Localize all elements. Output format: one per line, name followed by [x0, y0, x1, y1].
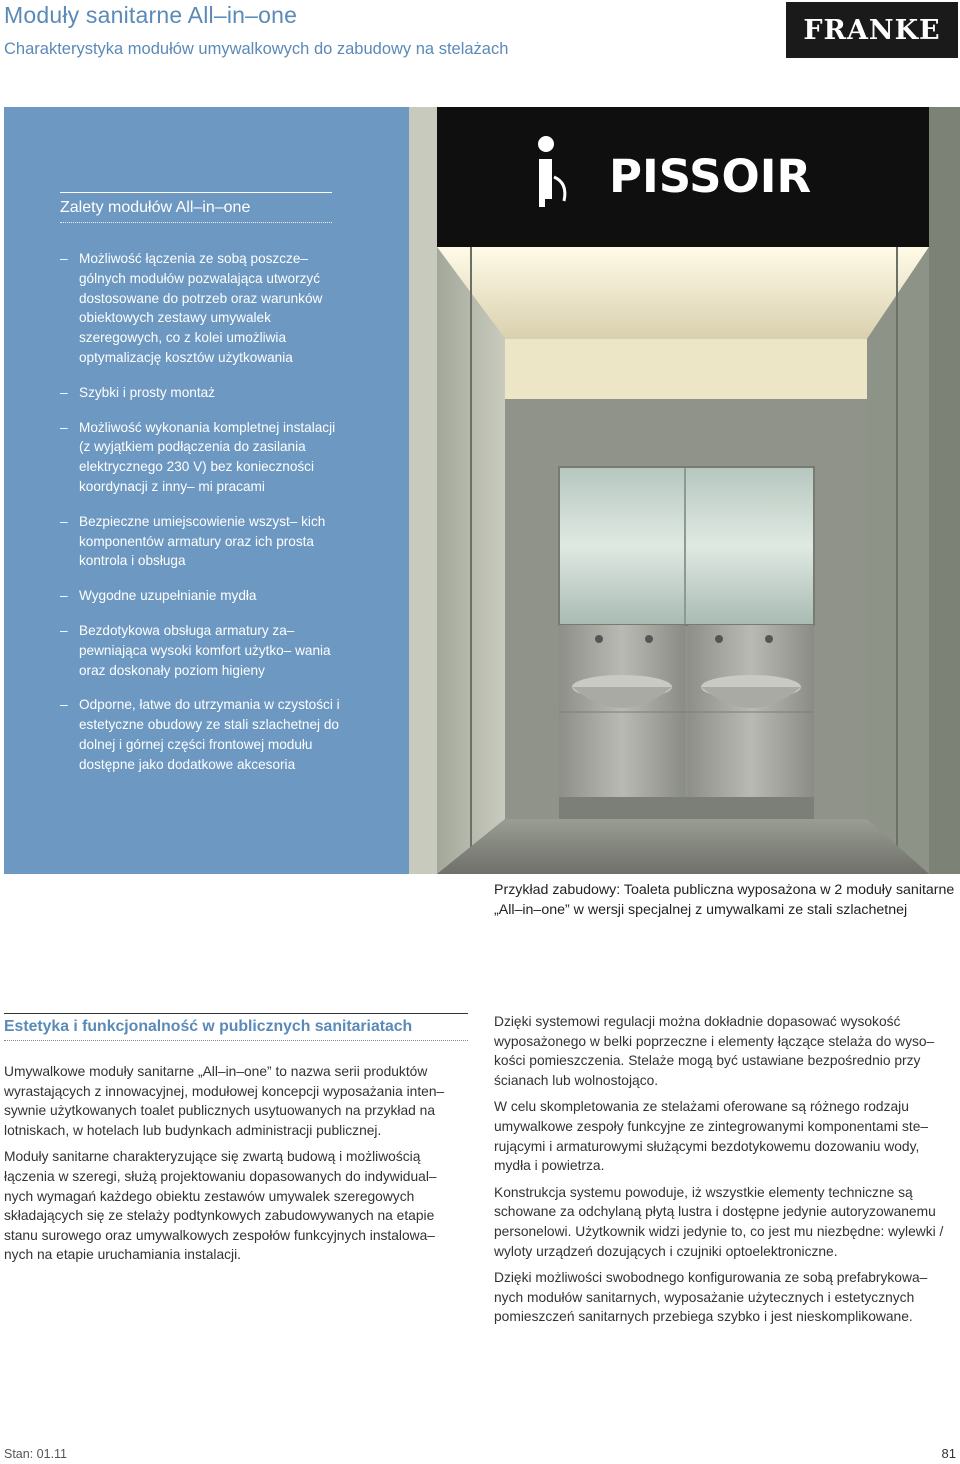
franke-logo [786, 2, 958, 58]
advantages-panel [4, 107, 409, 874]
paragraph: Dzięki możliwości swobodnego konfigurowania ze sobą prefabrykowa– nych modułów sanitarnych, wyposażanie użytecznych i estetycznych pomieszczeń sanitarnych przebiega szybko i jest nieskomplikowane. [494, 1270, 928, 1325]
page-title: Moduły sanitarne All–in–one [4, 2, 298, 28]
photo-caption: Przykład zabudowy: Toaleta publiczna wyposażona w 2 moduły sanitarne „All–in–one” w wersji specjalnej z umywalkami ze stali szlachetnej [494, 882, 955, 918]
dash-bullet: – [60, 419, 68, 435]
dash-bullet: – [60, 622, 68, 638]
advantage-item: – Możliwość łączenia ze sobą poszcze– gólnych modułów pozwalająca utworzyć dostosowane do potrzeb oraz warunków obiektowych zestawy umywalek szeregowych, co z kolei umożliwia optymalizację kosztów użytkowania [60, 251, 323, 365]
section-divider-dotted [4, 1040, 468, 1041]
advantage-item: – Bezpieczne umiejscowienie wszyst– kich komponentów armatury oraz ich prosta kontrola i obsługa [60, 513, 326, 569]
paragraph: Dzięki systemowi regulacji można dokładnie dopasować wysokość wyposażonego w belki poprzeczne i elementy łączące stelaża do wyso– kości pomieszczenia. Stelaże mogą być ustawiane bezpośrednio przy ścianach lub wolnostojąco. [494, 1014, 935, 1088]
panel-divider-top [60, 192, 332, 193]
paragraph: Umywalkowe moduły sanitarne „All–in–one” to nazwa serii produktów wyrastających z innowacyjnej, modułowej koncepcji wyposażania inten– sywnie użytkowanych toalet publicznych usytuowanych na przykład na lotniskach, w hotelach lub budynkach administracji publicznej. [4, 1064, 445, 1138]
advantage-item: – Odporne, łatwe do utrzymania w czystości i estetyczne obudowy ze stali szlachetnej do dolnej i górnej części frontowej modułu dostępne jako dodatkowe akcesoria [60, 697, 340, 772]
advantage-item: – Wygodne uzupełnianie mydła [60, 586, 350, 606]
dash-bullet: – [60, 384, 68, 400]
dash-bullet: – [60, 697, 68, 713]
right-column [494, 1012, 958, 1334]
paragraph: Moduły sanitarne charakteryzujące się zwartą budową i możliwością łączenia w szeregi, służą projektowaniu dopasowanych do indywidual– nych wymagań każdego obiektu zestawów umywalek szeregowych składających się ze stelaży podtynkowych zabudowywanych na etapie stanu surowego oraz umywalkowych zespołów funkcyjnych instalowa– nych na etapie uruchamiania instalacji. [4, 1149, 437, 1263]
washroom-illustration [409, 107, 960, 874]
sign-text: PISSOIR [609, 150, 812, 203]
page-subtitle: Charakterystyka modułów umywalkowych do zabudowy na stelażach [4, 40, 509, 58]
section-heading: Estetyka i funkcjonalność w publicznych sanitariatach [4, 1018, 413, 1035]
panel-divider-dotted [60, 222, 332, 223]
advantages-heading: Zalety modułów All–in–one [60, 199, 251, 216]
advantage-item: – Możliwość wykonania kompletnej instalacji (z wyjątkiem podłączenia do zasilania elektrycznego 230 V) bez konieczności koordynacji z inny– mi pracami [60, 419, 336, 494]
logo-text: FRANKE [803, 14, 941, 46]
advantage-item: – Bezdotykowa obsługa armatury za– pewniająca wysoki komfort użytko– wania oraz doskonały poziom higieny [60, 622, 331, 678]
advantage-item: – Szybki i prosty montaż [60, 383, 350, 403]
dash-bullet: – [60, 251, 68, 266]
status-date: Stan: 01.11 [4, 1447, 68, 1461]
paragraph: W celu skompletowania ze stelażami oferowane są różnego rodzaju umywalkowe zespoły funkcyjne ze zintegrowanymi komponentami ste– rującymi i armaturowymi służącymi bezdotykowemu dozowaniu wody, mydła i powietrza. [494, 1099, 929, 1174]
dash-bullet: – [60, 513, 68, 529]
left-column [4, 1062, 464, 1272]
section-divider-top [4, 1013, 468, 1014]
page-number: 81 [941, 1446, 956, 1461]
paragraph: Konstrukcja systemu powoduje, iż wszystkie elementy techniczne są schowane za odchylaną płytą lustra i dostępne jedynie autoryzowanemu personelowi. Użytkownik widzi jedynie to, co jest mu niezbędne: wylewki / wyloty urządzeń dozujących i czujniki optoelektroniczne. [494, 1184, 944, 1259]
washroom-photo [409, 107, 960, 874]
dash-bullet: – [60, 588, 68, 604]
advantages-list [60, 249, 350, 790]
